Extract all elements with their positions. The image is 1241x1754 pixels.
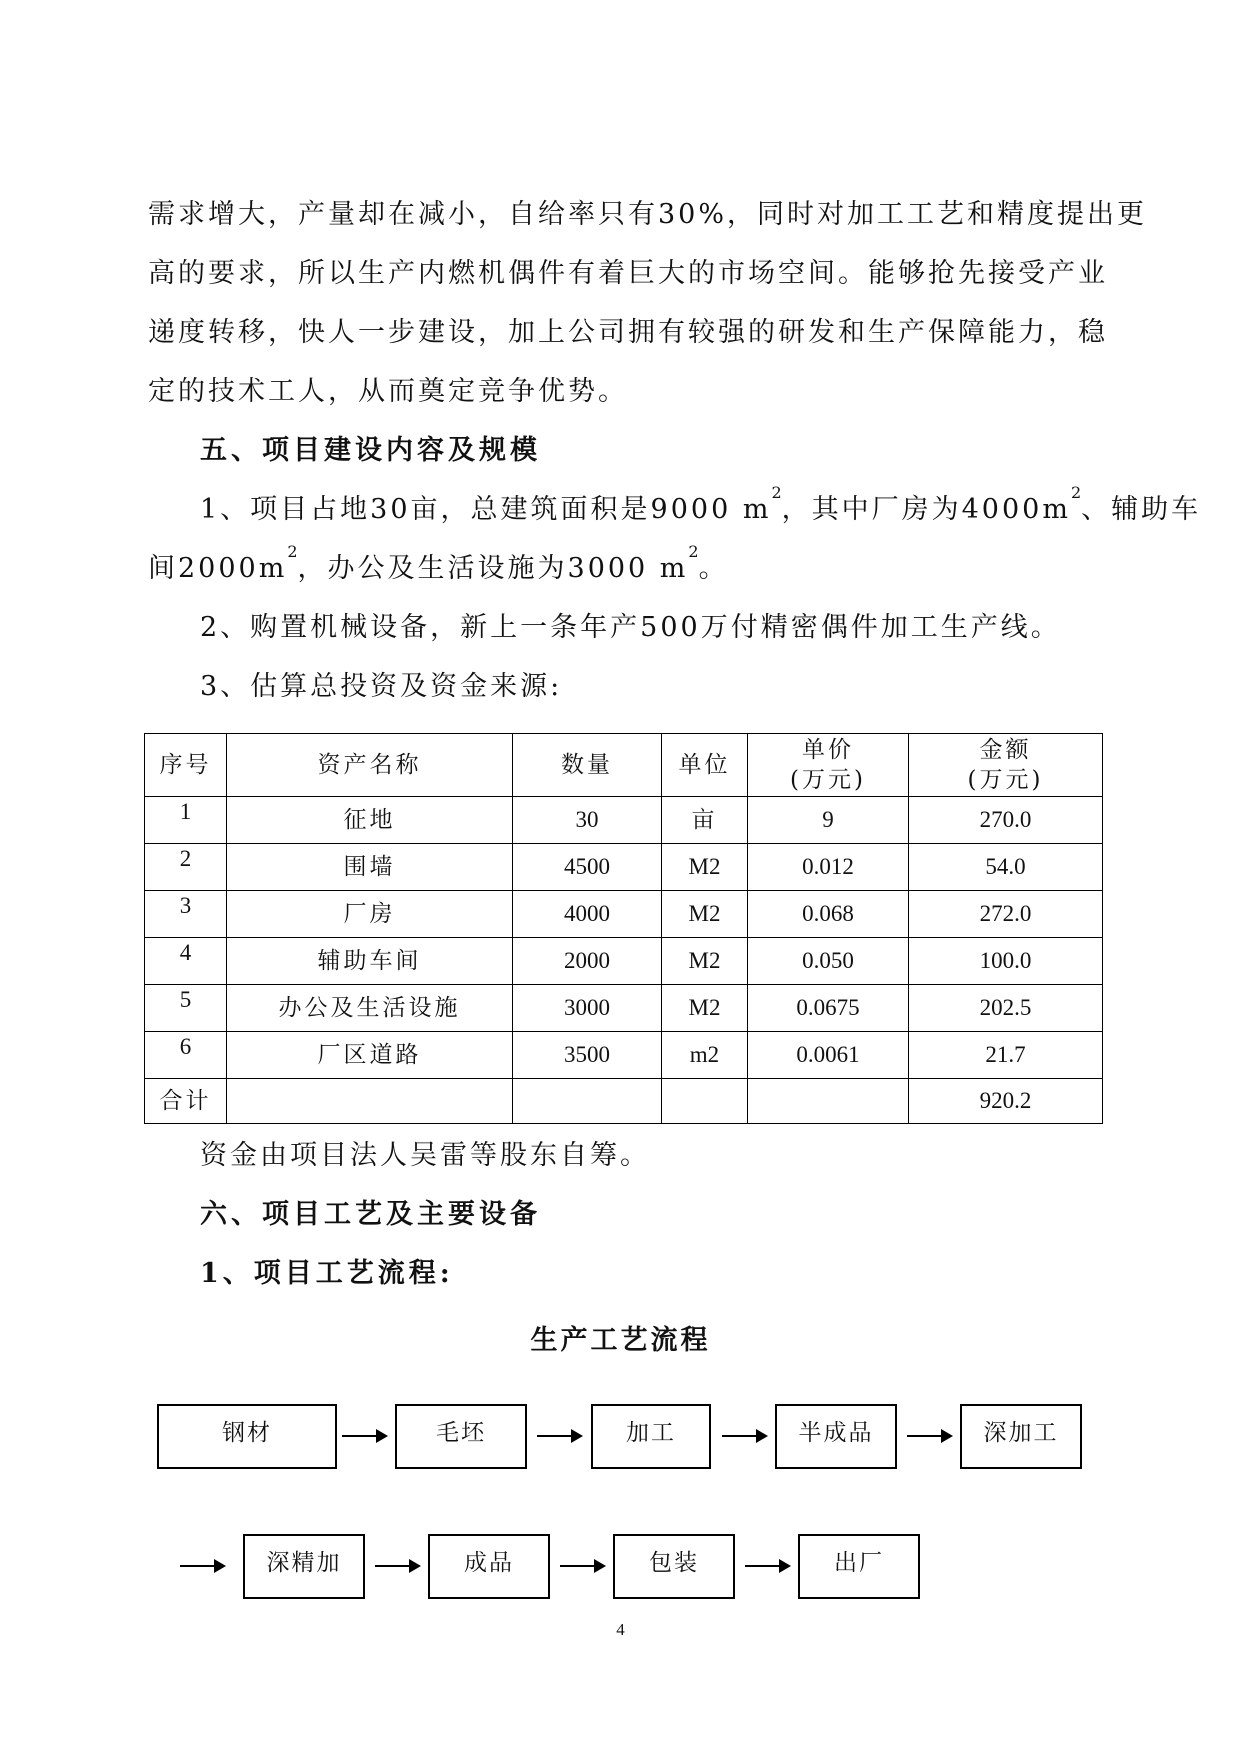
cell-price: 0.050 [748,938,909,985]
cell-price: 0.0061 [748,1032,909,1079]
header-amount: 金额 (万元) [909,734,1103,797]
total-empty-cell [227,1079,513,1124]
cell-unit: m2 [662,1032,748,1079]
table-row [145,1032,1103,1079]
flow-step-deep-finish: 深精加 [243,1534,365,1599]
section5-heading: 五、项目建设内容及规模 [200,435,541,466]
cell-unit: M2 [662,891,748,938]
cell-seq: 2 [145,844,227,891]
flow-step-process: 加工 [591,1404,711,1469]
cell-unit: M2 [662,985,748,1032]
cell-name: 厂房 [227,891,513,938]
cell-qty: 4000 [513,891,662,938]
cell-seq: 6 [145,1032,227,1079]
flow-arrow-icon [745,1565,789,1567]
item1-line2: 间$2000m^2$，办公及生活设施为3000 $m^2$。 [148,542,729,584]
cell-price: 9 [748,797,909,844]
cell-unit: M2 [662,844,748,891]
table-total-row [145,1079,1103,1124]
cell-amount: 21.7 [909,1032,1103,1079]
cell-seq: 1 [145,797,227,844]
flow-arrow-icon [375,1565,419,1567]
cell-amount: 202.5 [909,985,1103,1032]
table-row [145,985,1103,1032]
cell-qty: 3000 [513,985,662,1032]
cell-unit: 亩 [662,797,748,844]
cell-seq: 4 [145,938,227,985]
flow-step-finished: 成品 [428,1534,550,1599]
table-header-row [145,734,1103,797]
cell-price: 0.068 [748,891,909,938]
cell-name: 围墙 [227,844,513,891]
cell-name: 厂区道路 [227,1032,513,1079]
table-row [145,797,1103,844]
intro-line-1: 需求增大，产量却在减小，自给率只有30%，同时对加工工艺和精度提出更 [148,199,1148,230]
total-empty-cell [513,1079,662,1124]
table-row [145,891,1103,938]
cell-amount: 272.0 [909,891,1103,938]
cell-unit: M2 [662,938,748,985]
flow-arrow-icon [342,1435,386,1437]
cell-qty: 2000 [513,938,662,985]
cell-name: 办公及生活设施 [227,985,513,1032]
table-row [145,844,1103,891]
section6-sub1: 1、项目工艺流程: [200,1258,454,1289]
intro-line-3: 递度转移，快人一步建设，加上公司拥有较强的研发和生产保障能力，稳 [148,317,1108,348]
total-empty-cell [748,1079,909,1124]
intro-line-2: 高的要求，所以生产内燃机偶件有着巨大的市场空间。能够抢先接受产业 [148,258,1108,289]
flow-step-deep-process: 深加工 [960,1404,1082,1469]
item2-text: 2、购置机械设备，新上一条年产500万付精密偶件加工生产线。 [200,612,1061,643]
header-qty: 数量 [513,734,662,797]
cell-name: 征地 [227,797,513,844]
cell-price: 0.0675 [748,985,909,1032]
flow-step-shipment: 出厂 [798,1534,920,1599]
cell-seq: 5 [145,985,227,1032]
cell-qty: 3500 [513,1032,662,1079]
flow-arrow-icon [537,1435,581,1437]
table-row [145,938,1103,985]
header-name: 资产名称 [227,734,513,797]
cell-amount: 100.0 [909,938,1103,985]
page-number: 4 [616,1620,625,1639]
header-seq: 序号 [145,734,227,797]
total-amount: 920.2 [909,1079,1103,1124]
cell-amount: 270.0 [909,797,1103,844]
flow-arrow-icon [180,1565,224,1567]
cell-price: 0.012 [748,844,909,891]
total-empty-cell [662,1079,748,1124]
flow-arrow-icon [722,1435,766,1437]
intro-line-4: 定的技术工人，从而奠定竞争优势。 [148,376,628,407]
flow-arrow-icon [560,1565,604,1567]
flow-step-packaging: 包装 [613,1534,735,1599]
cell-qty: 4500 [513,844,662,891]
item1-line1: 1、项目占地30亩，总建筑面积是9000 $m^2$，其中厂房为$4000m^2$、辅助车 [200,483,1202,525]
investment-table [144,733,1103,1124]
flow-step-semi-finished: 半成品 [775,1404,897,1469]
item3-text: 3、估算总投资及资金来源: [200,671,563,702]
flow-step-steel: 钢材 [157,1404,337,1469]
funding-note: 资金由项目法人吴雷等股东自筹。 [200,1140,650,1171]
cell-seq: 3 [145,891,227,938]
header-unit: 单位 [662,734,748,797]
flow-title: 生产工艺流程 [530,1325,711,1356]
cell-amount: 54.0 [909,844,1103,891]
total-label: 合计 [145,1079,227,1124]
cell-qty: 30 [513,797,662,844]
flow-step-blank: 毛坯 [395,1404,527,1469]
header-price: 单价 (万元) [748,734,909,797]
flow-arrow-icon [907,1435,951,1437]
cell-name: 辅助车间 [227,938,513,985]
section6-heading: 六、项目工艺及主要设备 [200,1199,541,1230]
